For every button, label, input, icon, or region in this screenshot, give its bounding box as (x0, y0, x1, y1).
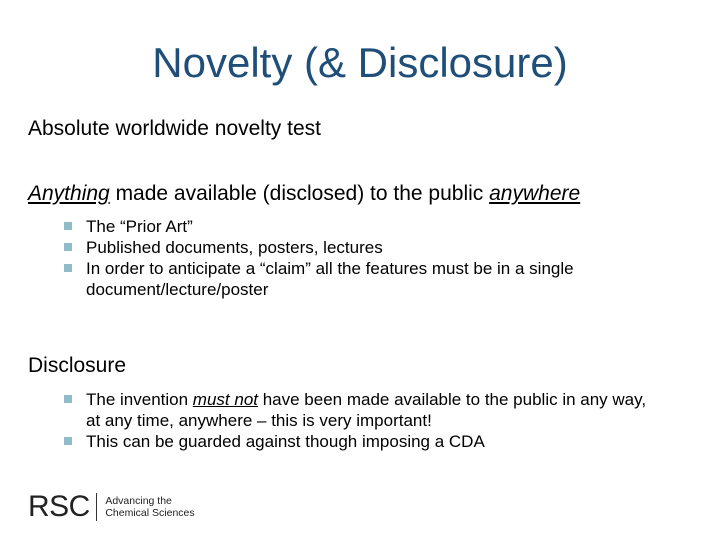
bullet-item (64, 258, 661, 300)
emphasis-must-not: must not (192, 390, 258, 409)
bullet-square-icon (64, 222, 72, 230)
bullet-square-icon (64, 395, 72, 403)
bullet-text: Published documents, posters, lectures (86, 238, 383, 257)
logo-abbr: RSC (28, 490, 90, 523)
slide-title: Novelty (& Disclosure) (152, 39, 568, 86)
paragraph-disclosure: Disclosure (28, 354, 127, 377)
bullet-square-icon (64, 437, 72, 445)
logo-divider (96, 493, 98, 521)
logo-tagline-line2: Chemical Sciences (105, 507, 195, 519)
bullet-square-icon (64, 264, 72, 272)
rsc-logo (28, 490, 195, 524)
bullet-list-prior-art (64, 216, 661, 300)
paragraph-anything-mid: made available (disclosed) to the public (109, 182, 490, 205)
bullet-square-icon (64, 243, 72, 251)
bullet-item (64, 389, 661, 431)
paragraph-novelty-test: Absolute worldwide novelty test (28, 117, 321, 140)
emphasis-anything: Anything (28, 182, 110, 205)
bullet-item (64, 237, 661, 258)
bullet-text-pre: The invention (86, 390, 193, 409)
bullet-text: In order to anticipate a “claim” all the features must be in a single document/lecture/poster (86, 259, 574, 299)
emphasis-anywhere: anywhere (489, 182, 581, 205)
bullet-text: This can be guarded against though imposing a CDA (86, 432, 485, 451)
logo-tagline-line1: Advancing the (105, 495, 172, 507)
bullet-text: The “Prior Art” (86, 217, 193, 236)
logo-tagline (105, 495, 194, 519)
bullet-item (64, 216, 661, 237)
paragraph-anything-disclosed (28, 181, 580, 206)
bullet-list-disclosure (64, 389, 661, 452)
bullet-text-post: have been made available to the public in any way, at any time, anywhere – this is very important! (86, 390, 647, 430)
bullet-item (64, 431, 661, 452)
